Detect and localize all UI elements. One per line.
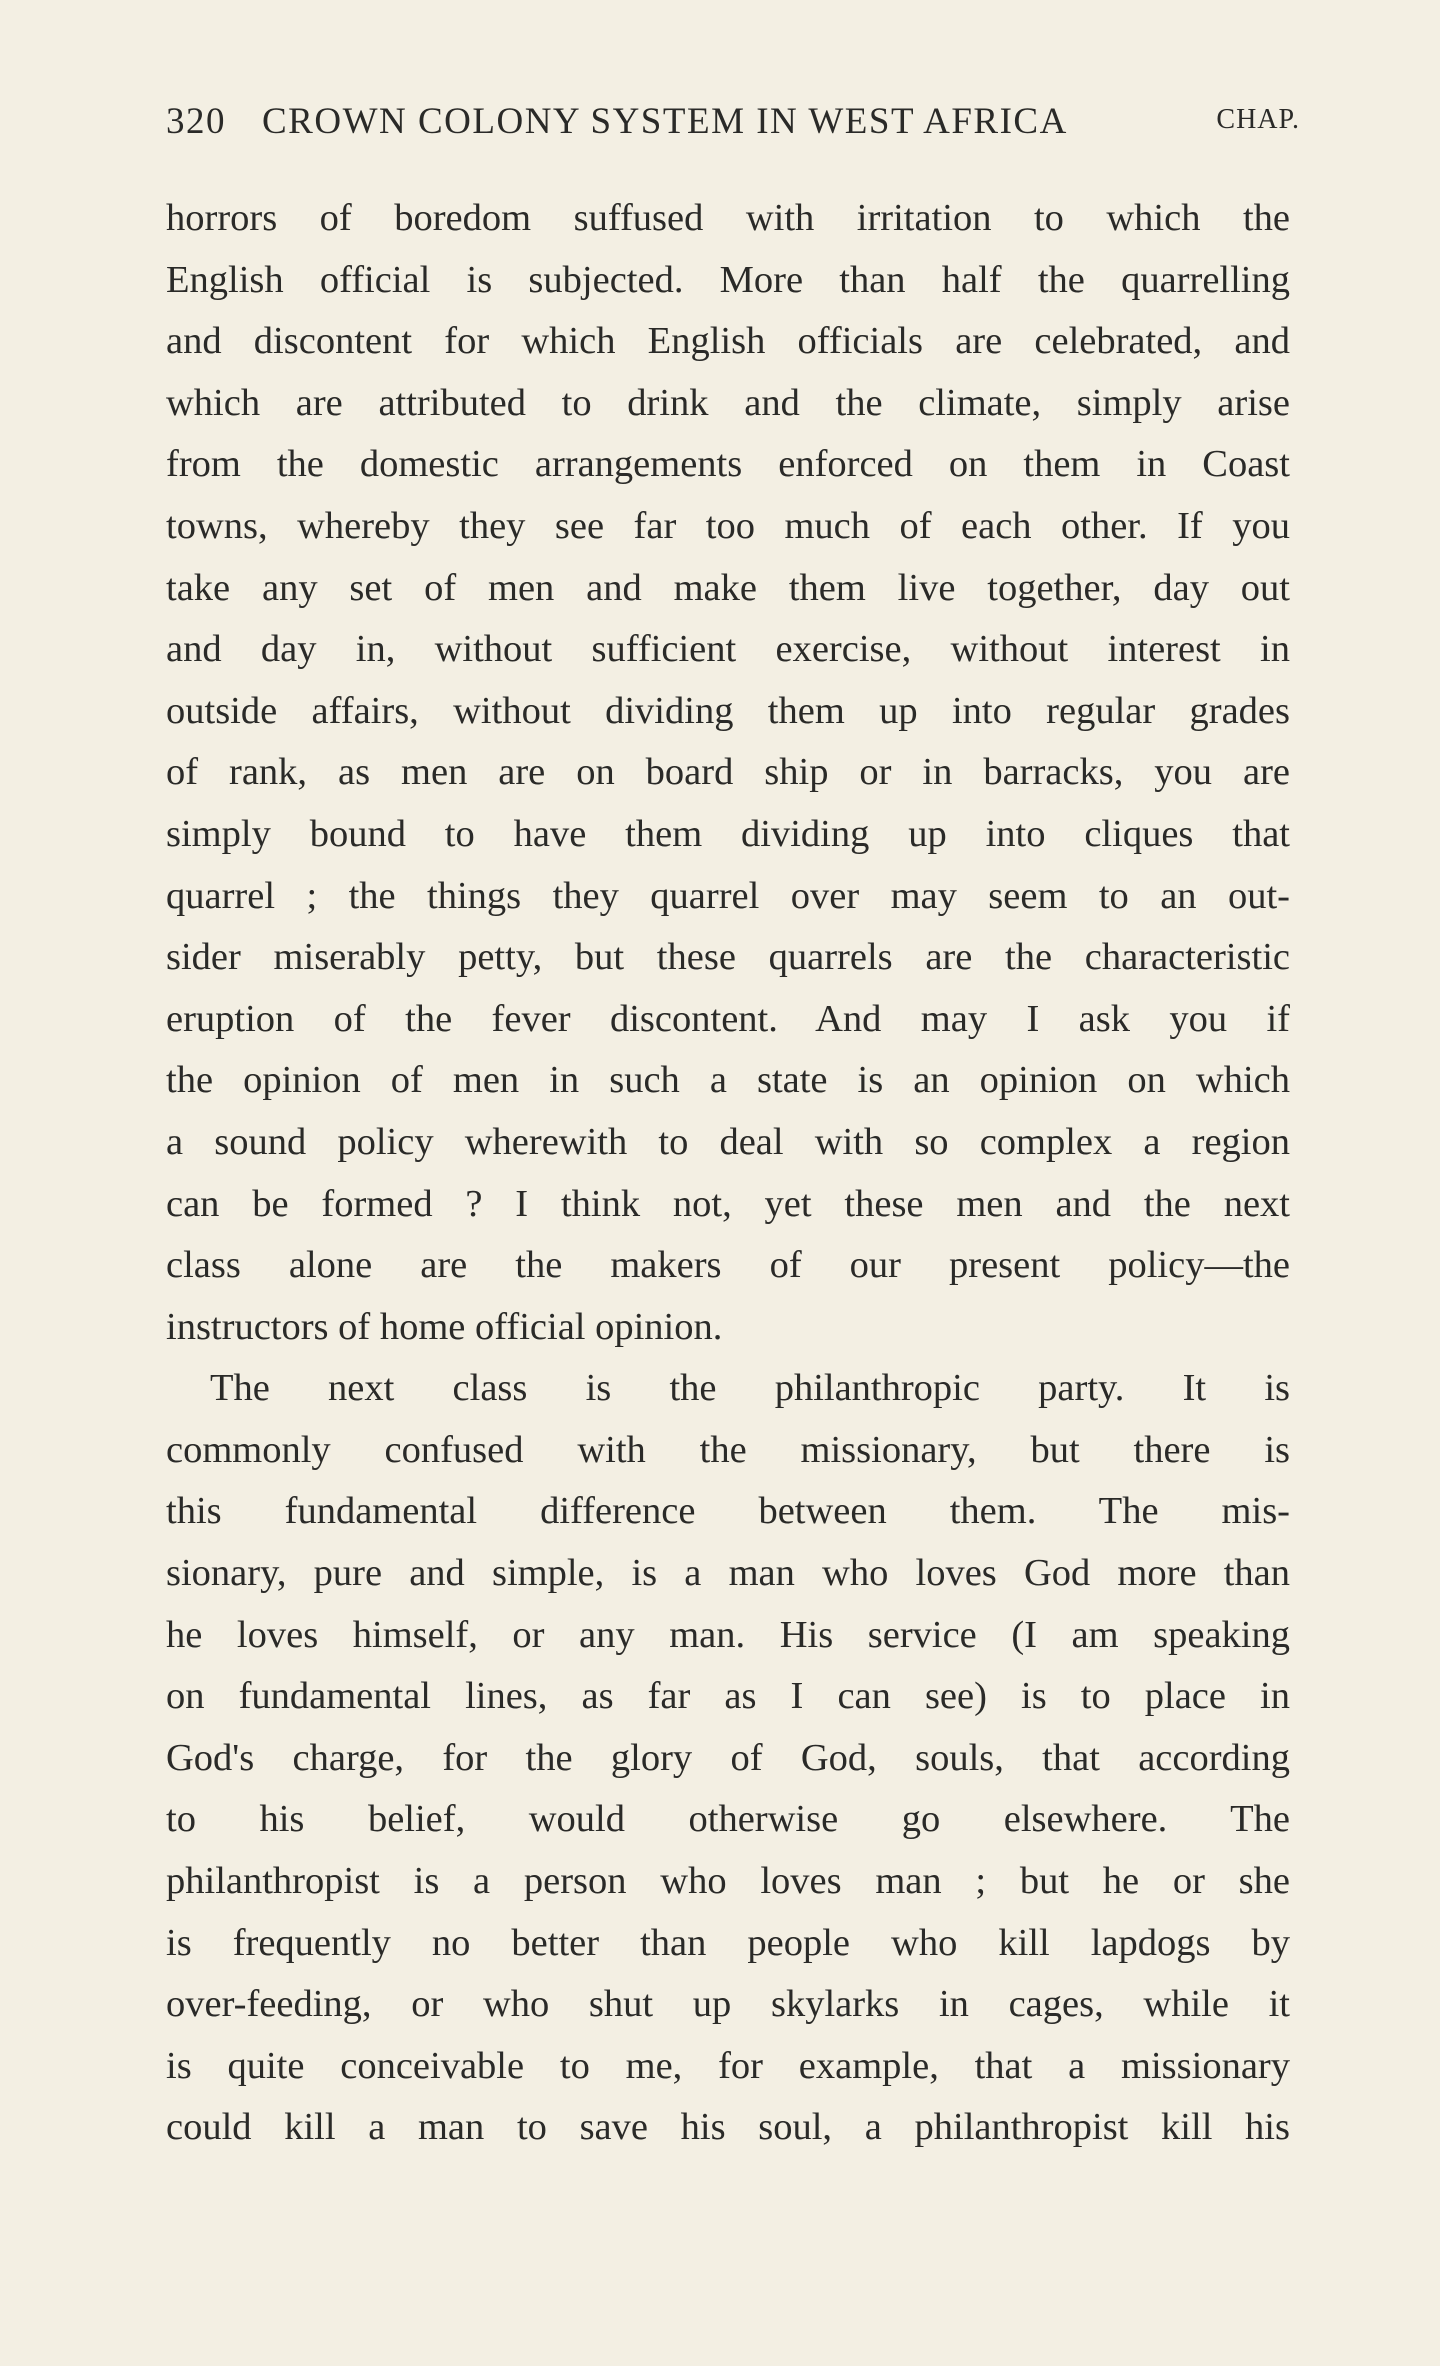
text-line: class alone are the makers of our present policy—the: [166, 1244, 1290, 1287]
text-line: and discontent for which English officials are celebrated, and: [166, 320, 1290, 363]
text-line: is quite conceivable to me, for example, that a missionary: [166, 2044, 1290, 2087]
text-line: to his belief, would otherwise go elsewhere. The: [166, 1798, 1290, 1841]
text-line: God's charge, for the glory of God, souls, that according: [166, 1736, 1290, 1779]
text-line: is frequently no better than people who kill lapdogs by: [166, 1921, 1290, 1964]
text-line: sionary, pure and simple, is a man who loves God more than: [166, 1552, 1290, 1595]
text-line: horrors of boredom suffused with irritation to which the: [166, 197, 1290, 239]
text-line: English official is subjected. More than half the quarrelling: [166, 258, 1290, 301]
page-number: 320: [166, 101, 226, 142]
text-line: can be formed ? I think not, yet these men and the next: [166, 1182, 1290, 1225]
text-line: the opinion of men in such a state is an opinion on which: [166, 1059, 1290, 1102]
text-line: sider miserably petty, but these quarrels are the characteristic: [166, 936, 1290, 979]
text-line: this fundamental difference between them. The mis-: [166, 1490, 1290, 1533]
page-header: [166, 100, 1300, 152]
text-line: a sound policy wherewith to deal with so complex a region: [166, 1120, 1290, 1163]
text-line: eruption of the fever discontent. And may I ask you if: [166, 997, 1290, 1040]
text-line: take any set of men and make them live together, day out: [166, 566, 1290, 609]
chapter-marker: CHAP.: [1216, 104, 1300, 135]
text-line: on fundamental lines, as far as I can see) is to place in: [166, 1675, 1290, 1718]
text-line: and day in, without sufficient exercise, without interest in: [166, 628, 1290, 671]
body-text: [166, 188, 1290, 2159]
running-title: CROWN COLONY SYSTEM IN WEST AFRICA: [262, 101, 1068, 142]
text-line: from the domestic arrangements enforced on them in Coast: [166, 443, 1290, 486]
paragraph-last-line: instructors of home official opinion.: [166, 1305, 723, 1348]
text-line: which are attributed to drink and the climate, simply arise: [166, 381, 1290, 424]
text-line: he loves himself, or any man. His service (I am speaking: [166, 1613, 1290, 1656]
text-line: commonly confused with the missionary, but there is: [166, 1428, 1290, 1471]
text-line: could kill a man to save his soul, a philanthropist kill his: [166, 2106, 1290, 2149]
text-line: outside affairs, without dividing them up into regular grades: [166, 689, 1290, 732]
paragraph-first-line: The next class is the philanthropic party. It is: [210, 1367, 1290, 1410]
text-line: philanthropist is a person who loves man ; but he or she: [166, 1860, 1290, 1903]
text-line: of rank, as men are on board ship or in barracks, you are: [166, 751, 1290, 794]
text-line: towns, whereby they see far too much of each other. If you: [166, 504, 1290, 547]
text-line: simply bound to have them dividing up into cliques that: [166, 812, 1290, 855]
text-line: quarrel ; the things they quarrel over may seem to an out-: [166, 874, 1290, 917]
text-line: over-feeding, or who shut up skylarks in cages, while it: [166, 1983, 1290, 2026]
